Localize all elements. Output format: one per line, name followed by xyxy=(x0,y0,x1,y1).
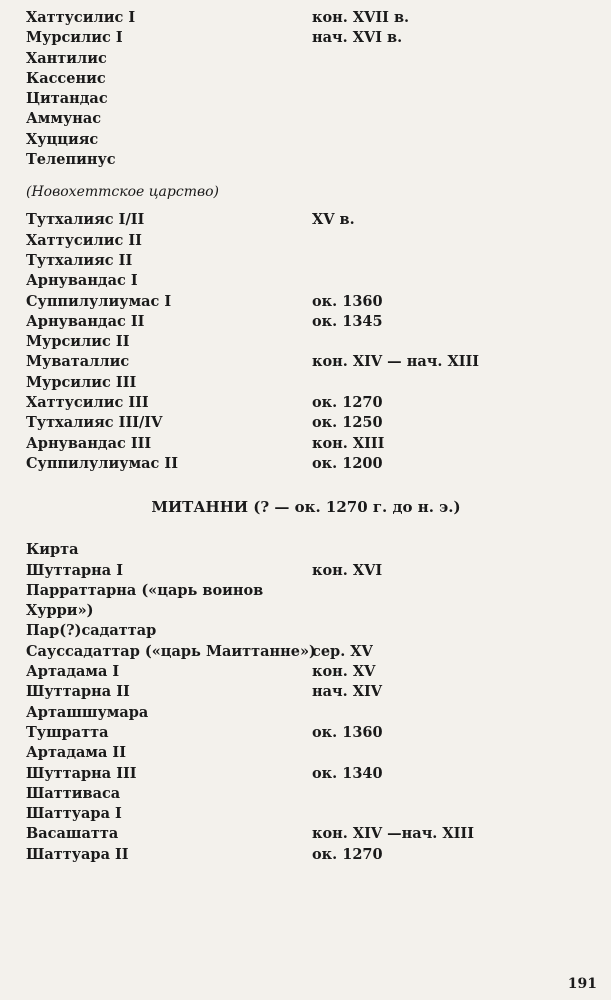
ruler-name: Хаттусилис III xyxy=(26,394,149,412)
list-item xyxy=(26,292,586,312)
reign-date: XV в. xyxy=(312,211,355,229)
ruler-name: Парраттарна («царь воинов xyxy=(26,581,264,599)
list-item xyxy=(26,352,586,372)
list-item xyxy=(26,581,586,601)
ruler-name: Сауссадаттар («царь Маиттанне») xyxy=(26,642,316,660)
reign-date: ок. 1200 xyxy=(312,454,383,472)
reign-date: ок. 1270 xyxy=(312,845,383,863)
ruler-name: Суппилулиумас I xyxy=(26,292,172,310)
reign-date: кон. XV xyxy=(312,663,376,681)
list-item xyxy=(26,723,586,743)
hittite-old-kingdom-list xyxy=(26,8,586,170)
list-item xyxy=(26,703,586,723)
list-item xyxy=(26,89,586,109)
list-item xyxy=(26,845,586,865)
ruler-name: Хаттусилис II xyxy=(26,231,142,249)
reign-date: ок. 1360 xyxy=(312,292,383,310)
mitanni-title: МИТАННИ (? — ок. 1270 г. до н. э.) xyxy=(151,498,461,517)
list-item xyxy=(26,413,586,433)
ruler-name: Мурсилис II xyxy=(26,333,130,351)
ruler-name: Васашатта xyxy=(26,825,119,843)
list-item xyxy=(26,271,586,291)
list-item xyxy=(26,130,586,150)
ruler-name: Шуттарна III xyxy=(26,764,137,782)
list-item xyxy=(26,601,586,621)
ruler-name: Тутхалияс III/IV xyxy=(26,414,163,432)
ruler-name: Шаттуара I xyxy=(26,805,122,823)
ruler-name: Артадама I xyxy=(26,663,120,681)
reign-date: кон. XVII в. xyxy=(312,9,410,26)
list-item xyxy=(26,824,586,844)
reign-date: нач. XVI в. xyxy=(312,29,403,47)
ruler-name: Шуттарна II xyxy=(26,683,130,701)
reign-date: ок. 1345 xyxy=(312,312,383,330)
reign-date: сер. XV xyxy=(312,642,373,660)
list-item xyxy=(26,682,586,702)
list-item xyxy=(26,69,586,89)
ruler-name: Арнувандас II xyxy=(26,312,145,330)
list-item xyxy=(26,251,586,271)
list-item xyxy=(26,332,586,352)
ruler-name: Шуттарна I xyxy=(26,561,124,579)
list-item xyxy=(26,231,586,251)
ruler-name: Шаттуара II xyxy=(26,845,129,863)
ruler-name: Хаттусилис I xyxy=(26,9,136,26)
ruler-name: Муваталлис xyxy=(26,353,130,371)
ruler-name: Арнувандас III xyxy=(26,434,152,452)
ruler-name: Аммунас xyxy=(26,110,102,128)
list-item xyxy=(26,662,586,682)
reign-date: ок. 1340 xyxy=(312,764,383,782)
hittite-new-kingdom-list xyxy=(26,210,586,474)
list-item xyxy=(26,109,586,129)
list-item xyxy=(26,454,586,474)
list-item xyxy=(26,784,586,804)
reign-date: нач. XIV xyxy=(312,683,383,701)
ruler-name: Кассенис xyxy=(26,69,106,87)
ruler-name: Шаттиваса xyxy=(26,784,121,802)
section-heading-new-hittite: (Новохеттское царство) xyxy=(26,184,220,201)
reign-date: кон. XVI xyxy=(312,561,383,579)
list-item xyxy=(26,561,586,581)
list-item xyxy=(26,312,586,332)
list-item xyxy=(26,540,586,560)
list-item xyxy=(26,804,586,824)
list-item xyxy=(26,764,586,784)
ruler-name: Мурсилис I xyxy=(26,29,123,47)
reign-date: кон. XIV —нач. XIII xyxy=(312,825,474,843)
list-item xyxy=(26,393,586,413)
ruler-name: Хантилис xyxy=(26,49,107,67)
reign-date: ок. 1360 xyxy=(312,723,383,741)
ruler-name: Телепинус xyxy=(26,151,116,169)
reign-date: ок. 1270 xyxy=(312,394,383,412)
mitanni-king-list xyxy=(26,540,586,865)
ruler-name: Тутхалияс I/II xyxy=(26,211,145,229)
list-item xyxy=(26,210,586,230)
page-number: 191 xyxy=(567,976,597,992)
text-column xyxy=(26,8,586,865)
ruler-name: Мурсилис III xyxy=(26,373,137,391)
ruler-name: Кирта xyxy=(26,541,79,559)
ruler-name: Цитандас xyxy=(26,90,108,108)
list-item xyxy=(26,621,586,641)
reign-date: кон. XIII xyxy=(312,434,385,452)
list-item xyxy=(26,373,586,393)
list-item xyxy=(26,743,586,763)
list-item xyxy=(26,642,586,662)
ruler-name: Тушратта xyxy=(26,723,109,741)
reign-date: ок. 1250 xyxy=(312,414,383,432)
ruler-name: Суппилулиумас II xyxy=(26,454,179,472)
list-item xyxy=(26,8,586,28)
list-item xyxy=(26,49,586,69)
ruler-name: Хуццияс xyxy=(26,130,99,148)
list-item xyxy=(26,434,586,454)
list-item xyxy=(26,28,586,48)
ruler-name: Тутхалияс II xyxy=(26,251,133,269)
list-item xyxy=(26,150,586,170)
ruler-name: Артадама II xyxy=(26,744,126,762)
ruler-name: Арташшумара xyxy=(26,703,149,721)
ruler-name: Хурри») xyxy=(26,602,94,620)
ruler-name: Пар(?)садаттар xyxy=(26,622,157,640)
reign-date: кон. XIV — нач. XIII xyxy=(312,353,480,371)
ruler-name: Арнувандас I xyxy=(26,272,138,290)
